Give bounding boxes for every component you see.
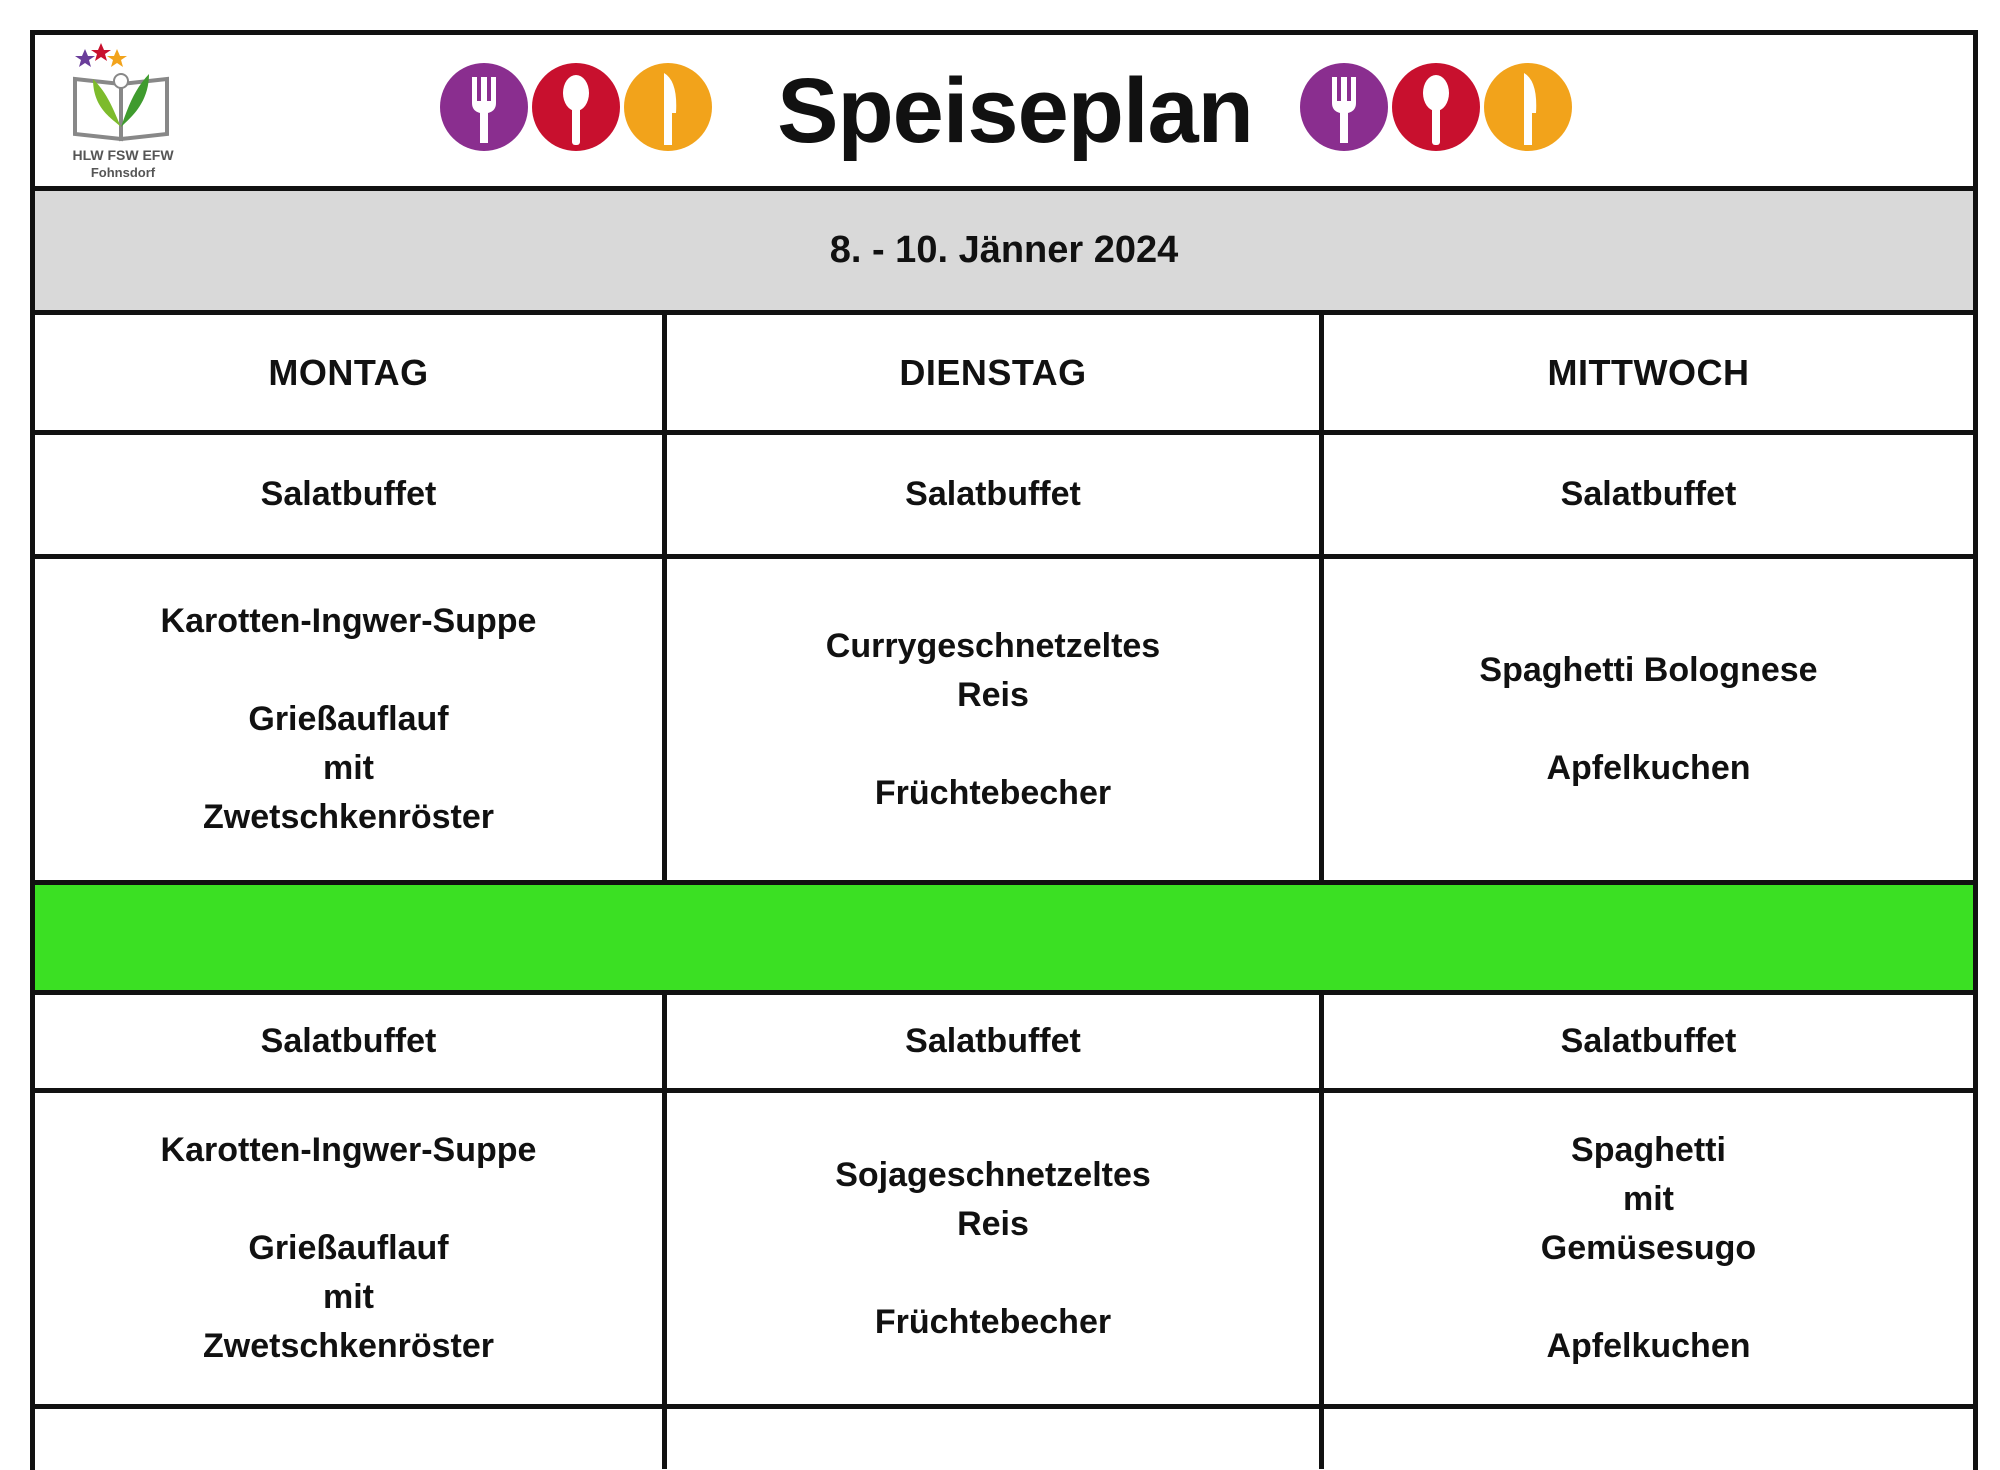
menu-cell: Sojageschnetzeltes Reis Früchtebecher [662,1093,1319,1404]
fork-icon [440,63,528,151]
spoon-icon [532,63,620,151]
day-header: MITTWOCH [1319,315,1973,430]
date-range: 8. - 10. Jänner 2024 [35,191,1973,315]
menu-cell: Karotten-Ingwer-Suppe Grießauflauf mit Zwetschkenröster [160,602,537,836]
salad-cell: Salatbuffet [1319,995,1973,1088]
school-logo [63,39,183,187]
salad-cell: Salatbuffet [260,475,437,513]
days-row [35,315,1973,435]
empty-cell [1319,1409,1973,1469]
cutlery-icons-right [1300,63,1572,153]
empty-cell [35,1409,662,1469]
knife-icon [1484,63,1572,151]
salad-row [35,435,1973,559]
book-leaf-icon [63,39,183,149]
menu-cell: Karotten-Ingwer-Suppe Grießauflauf mit Zwetschkenröster [160,1131,537,1365]
salad-cell: Salatbuffet [662,435,1319,554]
day-header: DIENSTAG [662,315,1319,430]
salad-cell: Salatbuffet [662,995,1319,1088]
page-title: Speiseplan [777,60,1253,162]
menu-cell: Spaghetti Bolognese Apfelkuchen [1319,559,1973,880]
header [35,35,1973,191]
logo-subtext: Fohnsdorf [90,165,156,180]
knife-icon [624,63,712,151]
next-row [35,1409,1973,1469]
separator-band [35,885,1973,995]
menu-table [30,30,1978,1470]
menu-cell: Spaghetti mit Gemüsesugo Apfelkuchen [1319,1093,1973,1404]
spoon-icon [1392,63,1480,151]
cutlery-icons-left [440,63,712,153]
vegetarian-row [35,1093,1973,1409]
day-header: MONTAG [268,352,429,393]
fork-icon [1300,63,1388,151]
main-course-row [35,559,1973,885]
salad-cell: Salatbuffet [260,1022,437,1060]
logo-text: HLW FSW EFW [72,147,174,163]
salad-cell: Salatbuffet [1319,435,1973,554]
empty-cell [662,1409,1319,1469]
menu-cell: Currygeschnetzeltes Reis Früchtebecher [662,559,1319,880]
salad-row [35,995,1973,1093]
